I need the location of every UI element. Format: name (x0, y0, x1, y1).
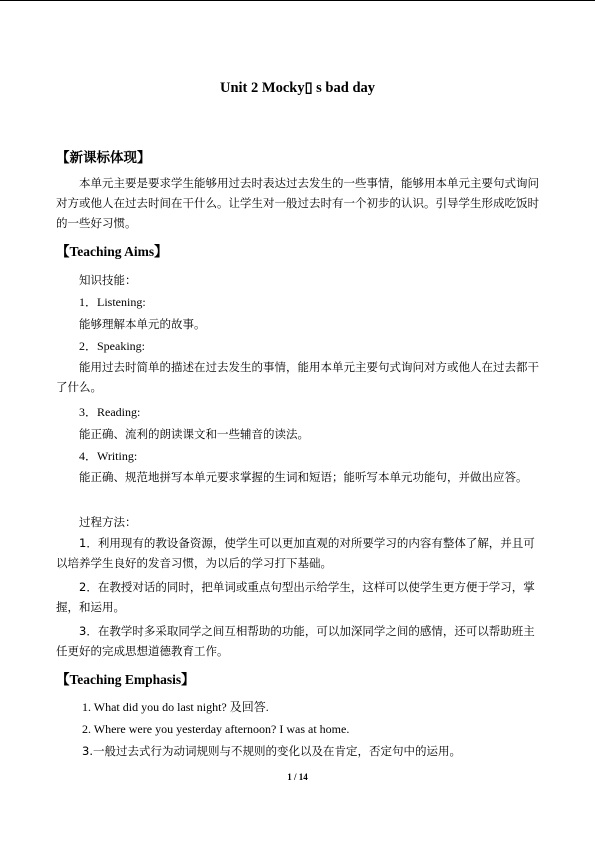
section-heading-emphasis: 【Teaching Emphasis】 (56, 672, 195, 687)
aim-text-writing: 能正确、规范地拼写本单元要求掌握的生词和短语；能听写本单元功能句，并做出应答。 (79, 470, 528, 484)
process-label: 过程方法： (79, 515, 137, 529)
standard-paragraph: 本单元主要是要求学生能够用过去时表达过去发生的一些事情，能够用本单元主要句式询问对方或他人在过去时间在干什么。让学生对一般过去时有一个初步的认识。引导学生形成吃饭时的一些好习惯。 (56, 176, 539, 230)
aim-label-reading: 3．Reading: (79, 405, 141, 419)
section-heading-standard: 【新课标体现】 (56, 150, 151, 165)
process-item-1: 1．利用现有的教设备资源，使学生可以更加直观的对所要学习的内容有整体了解，并且可以培养学生良好的发音习惯，为以后的学习打下基础。 (56, 536, 535, 570)
emphasis-item-1: 1. What did you do last night? 及回答. (82, 700, 269, 714)
knowledge-label: 知识技能： (79, 273, 137, 287)
aim-label-listening: 1．Listening: (79, 295, 146, 309)
aim-text-listening: 能够理解本单元的故事。 (79, 317, 206, 331)
aim-label-writing: 4．Writing: (79, 449, 138, 463)
emphasis-item-2: 2. Where were you yesterday afternoon? I was at home. (82, 722, 350, 736)
emphasis-item-3: 3.一般过去式行为动词规则与不规则的变化以及在肯定，否定句中的运用。 (82, 744, 461, 758)
process-item-2: 2．在教授对话的同时，把单词或重点句型出示给学生，这样可以使学生更方便于学习，掌握，和运用。 (56, 580, 535, 614)
aim-text-speaking: 能用过去时简单的描述在过去发生的事情，能用本单元主要句式询问对方或他人在过去都干了什么。 (56, 360, 539, 394)
aim-text-reading: 能正确、流利的朗读课文和一些辅音的读法。 (79, 427, 309, 441)
page-number: 1 / 14 (287, 772, 308, 782)
process-item-3: 3．在教学时多采取同学之间互相帮助的功能，可以加深同学之间的感情，还可以帮助班主任更好的完成思想道德教育工作。 (56, 624, 535, 658)
aim-label-speaking: 2．Speaking: (79, 339, 145, 353)
document-title: Unit 2 Mocky▯ s bad day (219, 80, 376, 96)
section-heading-aims: 【Teaching Aims】 (56, 244, 168, 259)
